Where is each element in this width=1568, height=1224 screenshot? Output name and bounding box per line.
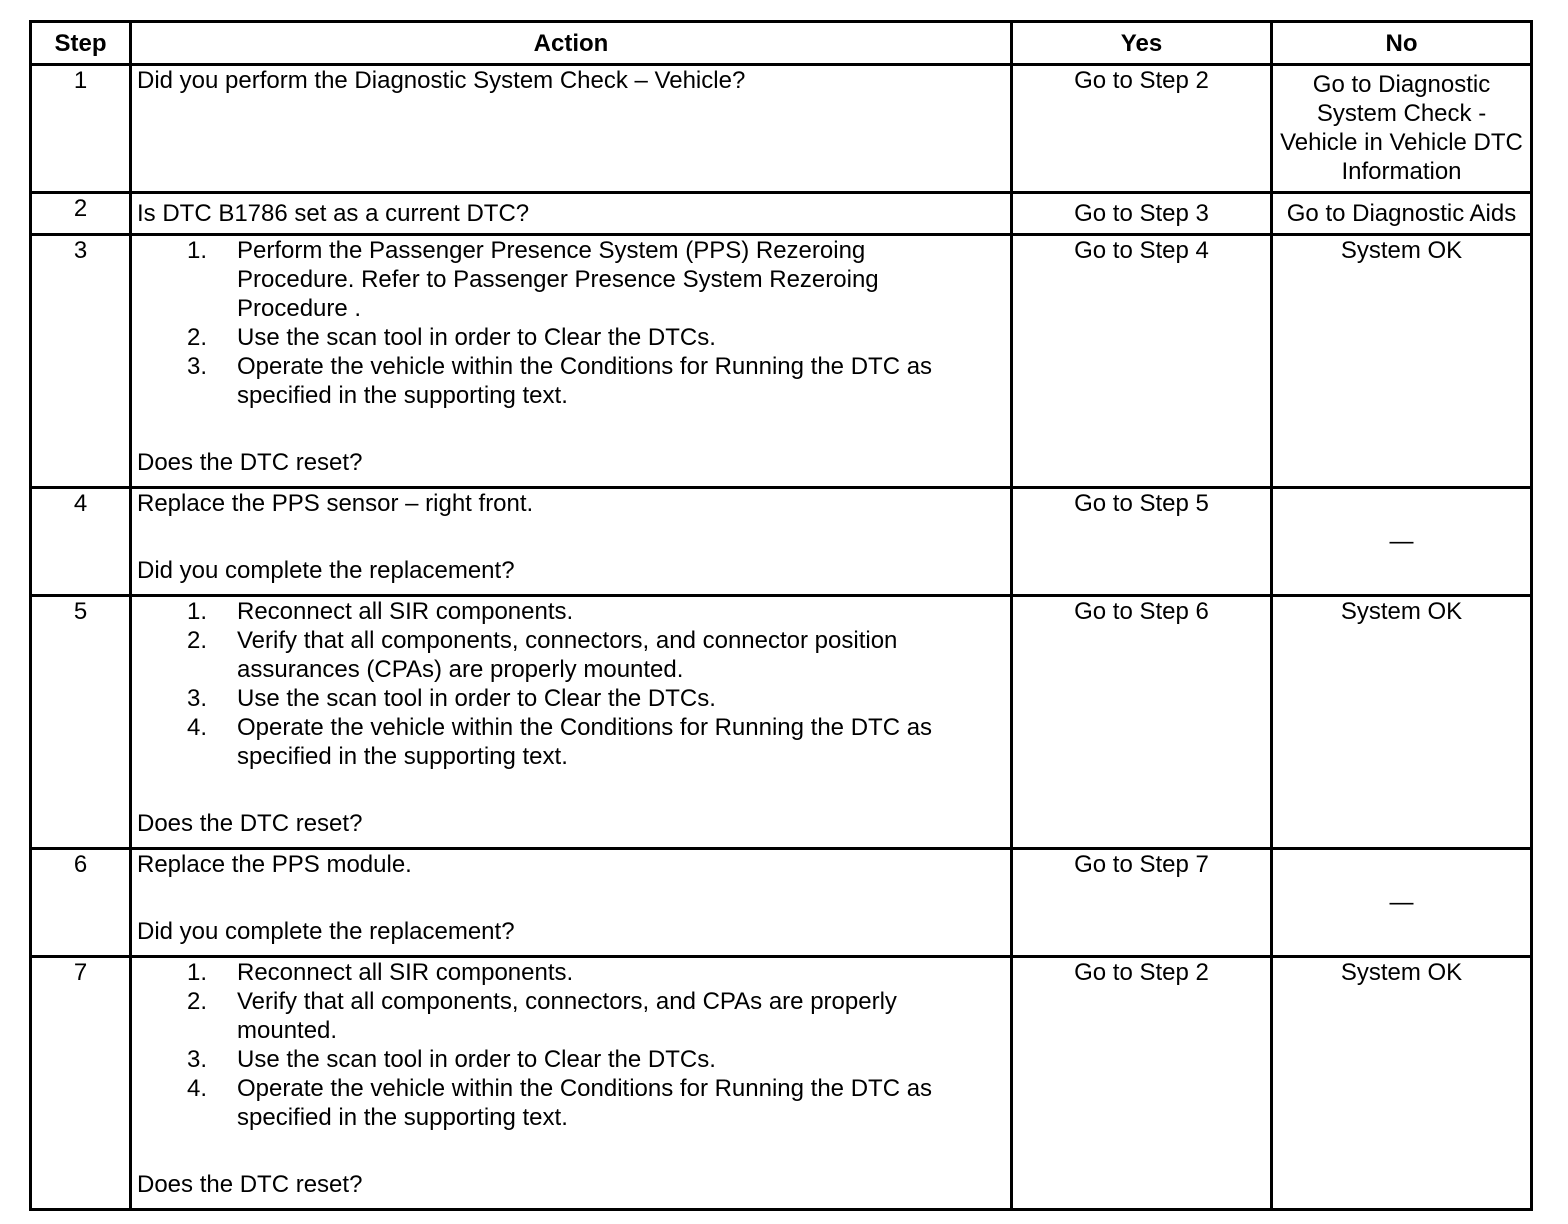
no-cell: Go to Diagnostic System Check - Vehicle in Vehicle DTC Information [1272, 65, 1532, 193]
yes-cell: Go to Step 2 [1012, 957, 1272, 1210]
instruction-list [137, 958, 1005, 1132]
table-row [31, 596, 1532, 849]
table-row [31, 193, 1532, 235]
table-row [31, 488, 1532, 596]
action-cell [131, 957, 1012, 1210]
list-item: 1. Reconnect all SIR components. [186, 959, 574, 986]
no-cell: System OK [1272, 596, 1532, 849]
question-text: Does the DTC reset? [137, 1171, 363, 1198]
table-row [31, 849, 1532, 957]
step-number: 2 [31, 193, 131, 235]
header-yes: Yes [1012, 22, 1272, 65]
yes-cell: Go to Step 2 [1012, 65, 1272, 193]
step-number: 4 [31, 488, 131, 596]
no-cell [1272, 488, 1532, 596]
yes-cell: Go to Step 7 [1012, 849, 1272, 957]
step-number: 5 [31, 596, 131, 849]
table-row [31, 235, 1532, 488]
question-text: Does the DTC reset? [137, 449, 363, 476]
instruction-list [137, 597, 1005, 771]
no-cell: System OK [1272, 235, 1532, 488]
list-item: 2. Use the scan tool in order to Clear the DTCs. [186, 324, 716, 351]
list-item: 3. Use the scan tool in order to Clear the DTCs. [186, 685, 716, 712]
action-cell [131, 193, 1012, 235]
list-item: 1. Reconnect all SIR components. [186, 598, 574, 625]
action-cell [131, 596, 1012, 849]
table-row [31, 65, 1532, 193]
diagnostic-table [29, 20, 1533, 1211]
question-text: Did you complete the replacement? [137, 918, 515, 945]
action-text: Replace the PPS module. [137, 851, 412, 878]
step-number: 3 [31, 235, 131, 488]
action-cell [131, 488, 1012, 596]
question-text: Did you complete the replacement? [137, 557, 515, 584]
list-item: 2. Verify that all components, connectors, and CPAs are properly mounted. [186, 988, 897, 1044]
step-number: 6 [31, 849, 131, 957]
action-cell [131, 849, 1012, 957]
header-row [31, 22, 1532, 65]
list-item: 3. Operate the vehicle within the Conditions for Running the DTC as specified in the supporting text. [186, 353, 933, 409]
list-item: 3. Use the scan tool in order to Clear the DTCs. [186, 1046, 716, 1073]
action-text: Did you perform the Diagnostic System Check – Vehicle? [137, 67, 746, 94]
yes-cell: Go to Step 4 [1012, 235, 1272, 488]
table-row [31, 957, 1532, 1210]
header-action: Action [131, 22, 1012, 65]
yes-cell: Go to Step 3 [1012, 193, 1272, 235]
action-cell [131, 235, 1012, 488]
list-item: 2. Verify that all components, connectors, and connector position assurances (CPAs) are properly mounted. [186, 627, 898, 683]
list-item: 1. Perform the Passenger Presence System (PPS) Rezeroing Procedure. Refer to Passenger Presence System Rezeroing Procedure . [186, 237, 879, 322]
dash-placeholder: — [1389, 889, 1414, 916]
question-text: Does the DTC reset? [137, 810, 363, 837]
yes-cell: Go to Step 5 [1012, 488, 1272, 596]
no-cell [1272, 849, 1532, 957]
dash-placeholder: — [1389, 528, 1414, 555]
yes-cell: Go to Step 6 [1012, 596, 1272, 849]
step-number: 1 [31, 65, 131, 193]
no-cell: System OK [1272, 957, 1532, 1210]
action-text: Replace the PPS sensor – right front. [137, 490, 534, 517]
step-number: 7 [31, 957, 131, 1210]
action-cell [131, 65, 1012, 193]
header-no: No [1272, 22, 1532, 65]
instruction-list [137, 236, 1005, 410]
list-item: 4. Operate the vehicle within the Conditions for Running the DTC as specified in the supporting text. [186, 1075, 933, 1131]
action-text: Is DTC B1786 set as a current DTC? [137, 200, 530, 227]
list-item: 4. Operate the vehicle within the Conditions for Running the DTC as specified in the supporting text. [186, 714, 933, 770]
header-step: Step [31, 22, 131, 65]
no-cell: Go to Diagnostic Aids [1272, 193, 1532, 235]
